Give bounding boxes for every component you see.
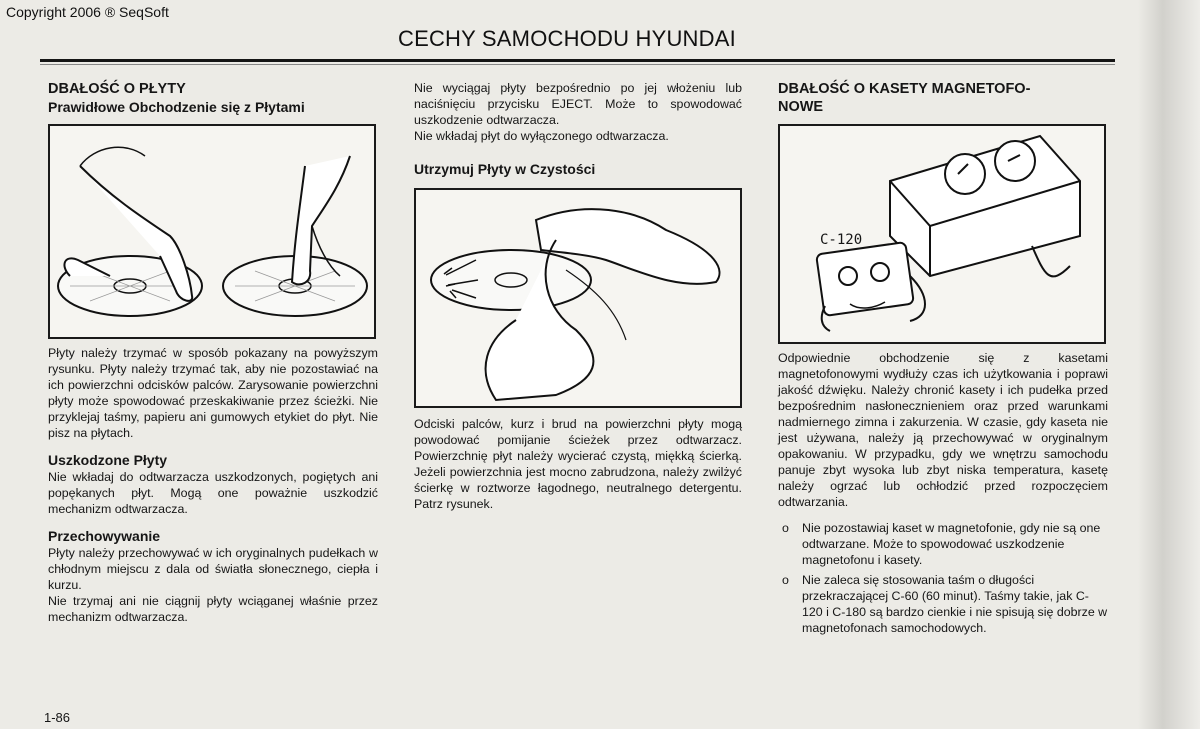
eject-warning-text: Nie wyciągaj płyty bezpośrednio po jej włożeniu lub naciśnięciu przycisku EJECT. Może to spowodować uszkodzenie odtwarzacza.: [414, 81, 742, 127]
section-heading-cassette-care-line1: DBAŁOŚĆ O KASETY MAGNETOFO-: [778, 81, 1031, 97]
list-item: [778, 572, 1108, 636]
disc-handling-text: Płyty należy trzymać w sposób pokazany na powyższym rysunku. Płyty należy trzymać tak, aby nie pozostawiać na ich powierzchni odcisków palców. Zarysowanie powierzchni płyty może spowodować przeskakiwanie przez ścieżki. Nie przyklejaj taśmy, papieru ani gumowych etykiet do płyt. Nie pisz na płytach.: [48, 346, 378, 440]
section-heading-disc-care: DBAŁOŚĆ O PŁYTY: [48, 81, 186, 97]
disc-cleaning-illustration: [416, 190, 740, 406]
cassette-tip-1: Nie pozostawiaj kaset w magnetofonie, gdy nie są one odtwarzane. Może to spowodować uszkodzenie magnetofonu i kasety.: [802, 521, 1101, 567]
subheading-storage: Przechowywanie: [48, 528, 161, 544]
disc-handling-illustration: [50, 126, 374, 337]
column-disc-cleaning: [414, 80, 742, 512]
section-heading-cassette-care-line2: NOWE: [778, 99, 824, 115]
player-off-warning-text: Nie wkładaj płyt do wyłączonego odtwarzacza.: [414, 129, 669, 143]
figure-cassette-care: [778, 124, 1106, 344]
cassette-tip-2: Nie zaleca się stosowania taśm o długości przekraczającej C-60 (60 minut). Taśmy takie, jak C-120 i C-180 są bardzo cienkie i nie spisują się dobrze w magnetofonach samochodowych.: [802, 573, 1108, 635]
storage-text-2: Nie trzymaj ani nie ciągnij płyty wciąganej właśnie przez mechanizm odtwarzacza.: [48, 594, 378, 624]
column-disc-care: [48, 80, 378, 625]
subheading-damaged-discs: Uszkodzone Płyty: [48, 452, 168, 468]
page-title: CECHY SAMOCHODU HYUNDAI: [398, 26, 736, 51]
damaged-discs-text: Nie wkładaj do odtwarzacza uszkodzonych, pogiętych ani popękanych płyt. Mogą one poważnie uszkodzić mechanizm odtwarzacza.: [48, 470, 378, 516]
subheading-keep-clean: Utrzymuj Płyty w Czystości: [414, 161, 596, 177]
column-cassette-care: [778, 80, 1108, 636]
subheading-disc-handling: Prawidłowe Obchodzenie się z Płytami: [48, 99, 305, 115]
cassette-label: C-120: [820, 232, 863, 248]
page-number: 1-86: [44, 710, 71, 725]
storage-text-1: Płyty należy przechowywać w ich oryginalnych pudełkach w chłodnym miejscu z dala od światła słonecznego, ciepła i kurzu.: [48, 546, 378, 592]
cassette-tips-list: [778, 520, 1108, 636]
cleaning-text: Odciski palców, kurz i brud na powierzchni płyty mogą powodować pomijanie ścieżek przez odtwarzacz. Powierzchnię płyt należy wycierać czystą, miękką ścierką. Jeżeli powierzchnia jest mocno zabrudzona, należy zwilżyć ścierkę w roztworze łagodnego, neutralnego detergentu. Patrz rysunek.: [414, 417, 742, 511]
figure-disc-cleaning: [414, 188, 742, 408]
figure-disc-handling: [48, 124, 376, 339]
page-edge-shadow: [1138, 0, 1200, 729]
header-rule-thin: [40, 64, 1115, 65]
bullet-mark: o: [782, 521, 789, 535]
cassette-care-text: Odpowiednie obchodzenie się z kasetami magnetofonowymi wydłuży czas ich użytkowania i poprawi jakość dźwięku. Należy chronić kasety i ich pudełka przed bezpośrednim nasłonecznieniem oraz przed warunkami nadmiernego zimna i zakurzenia. W czasie, gdy kaseta nie jest używana, należy ją przechowywać w oryginalnym opakowaniu. W przypadku, gdy we wnętrzu samochodu panuje zbyt wysoka lub zbyt niska temperatura, kasetę należy ogrzać lub ochłodzić przed rozpoczęciem odtwarzania.: [778, 351, 1108, 509]
bullet-mark: o: [782, 573, 789, 587]
copyright-text: Copyright 2006 ® SeqSoft: [6, 4, 169, 20]
header-rule: [40, 59, 1115, 62]
list-item: [778, 520, 1108, 568]
